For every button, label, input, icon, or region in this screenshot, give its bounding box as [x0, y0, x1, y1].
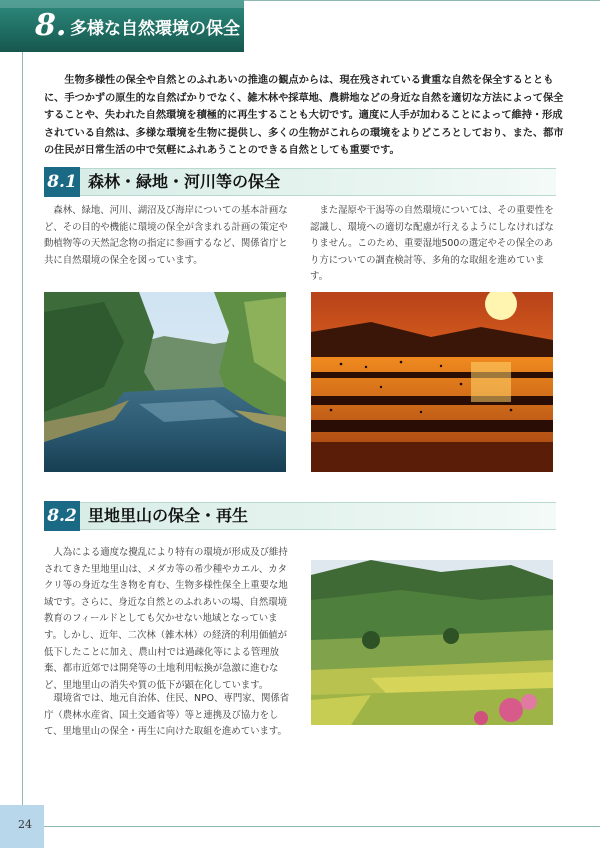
section-title: 森林・緑地・河川等の保全 — [88, 172, 281, 191]
chapter-header-highlight — [0, 0, 244, 8]
section-header-8-1 — [44, 168, 556, 196]
section1-right-text: また湿原や干潟等の自然環境については、その重要性を認識し、環境への適切な配慮が行えるようにしなければなりません。このため、重要湿地500の選定やその保全のあり方についての調査検討等、多角的な取組を進めています。 — [310, 205, 554, 283]
intro-paragraph: 生物多様性の保全や自然とのふれあいの推進の観点からは、現在残されている貴重な自然を保全するとともに、手つかずの原生的な自然ばかりでなく、雑木林や採草地、農耕地などの身近な自然を適切な方法によって保全することや、失われた自然環境を積極的に再生することも大切です。適度に人手が加わることによって維持・形成されている自然は、多様な環境を生物に提供し、多くの生物がこれらの環境をよりどころとしており、また、都市の住民が日常生活の中で気軽にふれあうことのできる自然としても重要です。 — [44, 75, 564, 157]
section-title: 里地里山の保全・再生 — [88, 506, 249, 525]
left-rule — [22, 52, 23, 807]
satoyama-terraces-photo — [311, 560, 553, 725]
page-number: 24 — [18, 818, 32, 831]
chapter-title: 多様な自然環境の保全・再生 — [70, 19, 291, 39]
top-rule — [244, 0, 600, 1]
section-number: 8.1 — [44, 167, 80, 197]
section-header-8-2 — [44, 502, 556, 530]
section1-left-text: 森林、緑地、河川、湖沼及び海岸についての基本計画など、その目的や機能に環境の保全が含まれる計画の策定や動植物等の天然記念物の指定に参画するなど、関係省庁と共に自然環境の保全を図っています。 — [44, 205, 288, 266]
bottom-rule — [44, 826, 600, 827]
section2-paragraph-2: 環境省では、地元自治体、住民、NPO、専門家、関係省庁（農林水産省、国土交通省等）等と連携及び協力をして、里地里山の保全・再生に向けた取組を進めています。 — [44, 693, 290, 738]
chapter-header — [0, 0, 291, 52]
section2-paragraph-1: 人為による適度な攪乱により特有の環境が形成及び維持されてきた里地里山は、メダカ等の希少種やカエル、カタクリ等の身近な生き物を育む、生物多様性保全上重要な地域です。さらに、身近な自然とのふれあいの場、自然環境教育のフィールドとしても欠かせない地域となっています。しかし、近年、二次林（雑木林）の経済的利用価値が低下したことに加え、農山村では過疎化等による管理放棄、都市近郊では開発等の土地利用転換が急激に進むなど、里地里山の消失や質の低下が顕在化しています。 — [44, 547, 288, 691]
section-number: 8.2 — [44, 501, 80, 531]
chapter-number: 8. — [35, 8, 67, 43]
sunset-wetland-photo — [311, 292, 553, 472]
river-forest-photo — [44, 292, 286, 472]
